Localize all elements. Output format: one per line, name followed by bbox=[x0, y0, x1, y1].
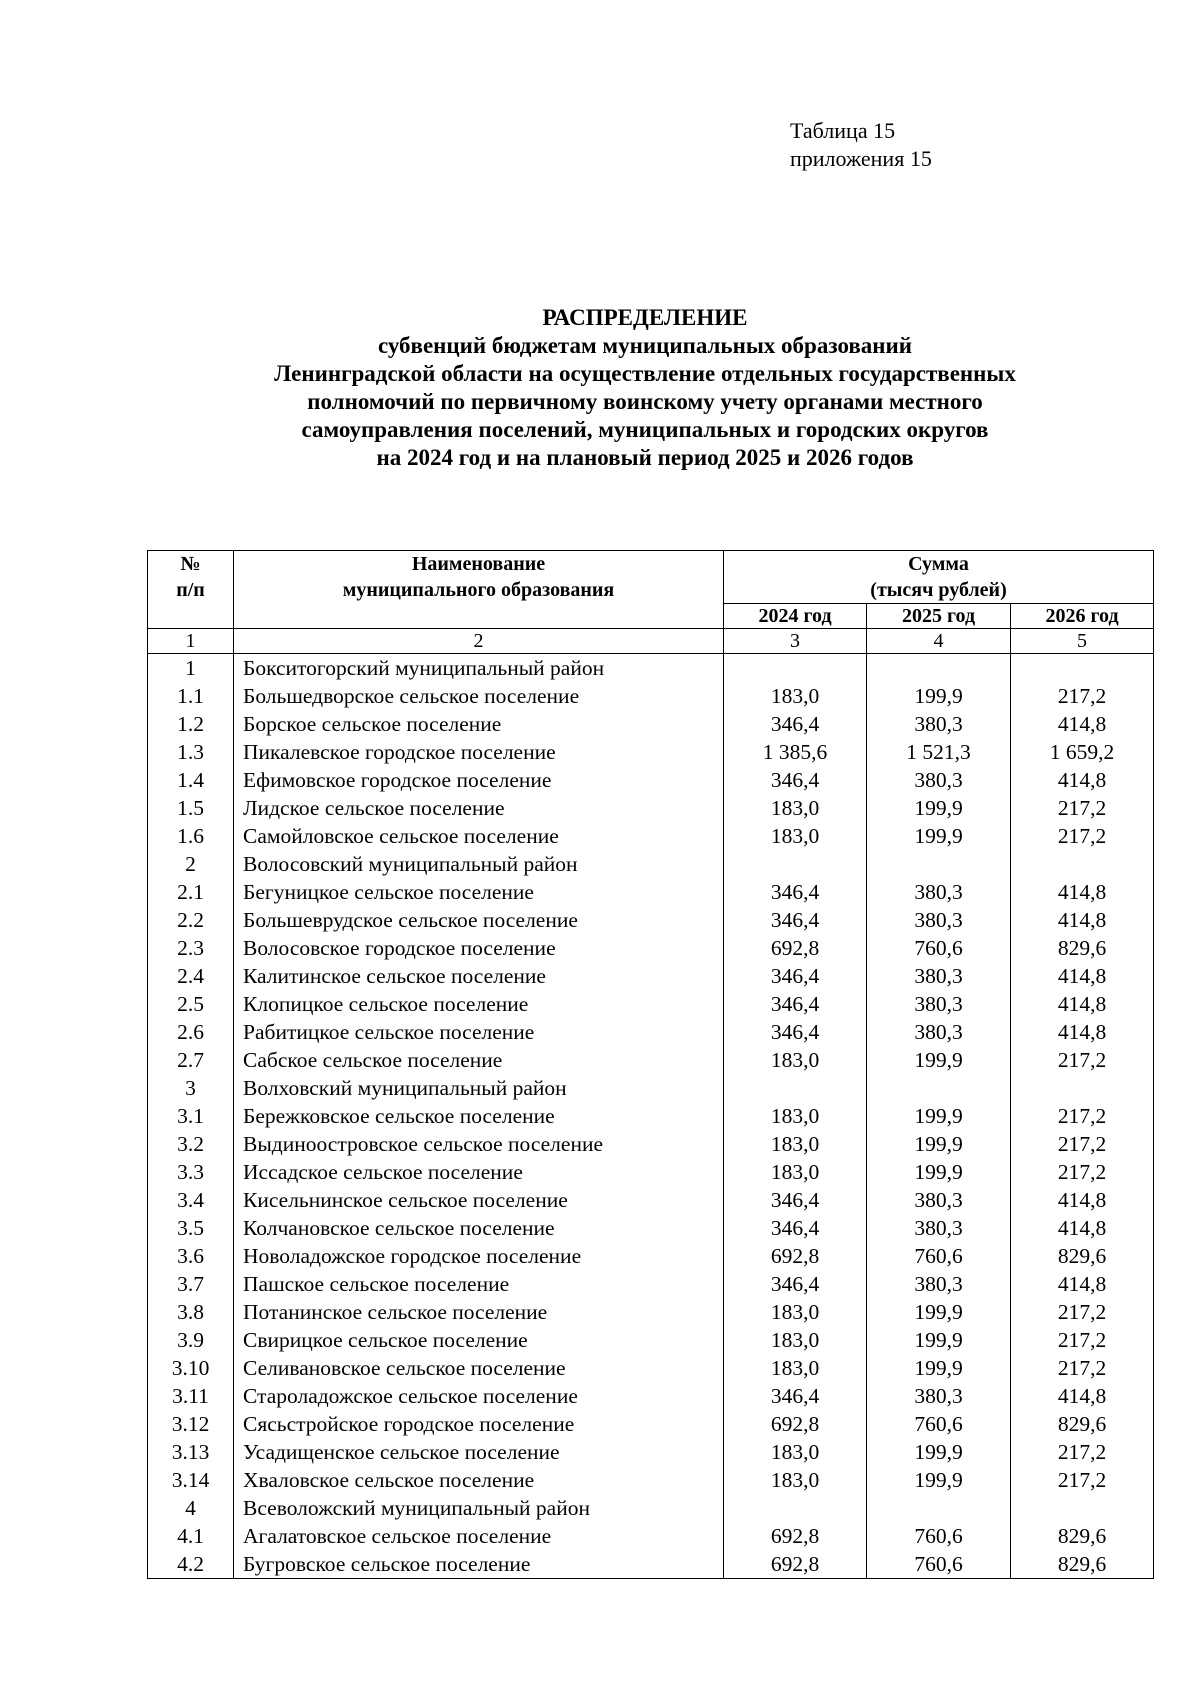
row-number: 3.3 bbox=[148, 1158, 234, 1186]
municipality-name: Староладожское сельское поселение bbox=[234, 1382, 724, 1410]
table-row bbox=[148, 1326, 1154, 1354]
municipality-name: Бегуницкое сельское поселение bbox=[234, 878, 724, 906]
table-row bbox=[148, 1550, 1154, 1579]
table-row bbox=[148, 1214, 1154, 1242]
table-row bbox=[148, 1270, 1154, 1298]
amount-2024: 183,0 bbox=[724, 794, 867, 822]
municipality-name: Большеврудское сельское поселение bbox=[234, 906, 724, 934]
amount-2024: 346,4 bbox=[724, 1214, 867, 1242]
row-number: 2.1 bbox=[148, 878, 234, 906]
amount-2025: 199,9 bbox=[867, 1158, 1011, 1186]
amount-2024: 346,4 bbox=[724, 990, 867, 1018]
table-row bbox=[148, 1018, 1154, 1046]
row-number: 1.2 bbox=[148, 710, 234, 738]
amount-2026: 414,8 bbox=[1011, 1186, 1154, 1214]
amount-2025: 380,3 bbox=[867, 1270, 1011, 1298]
amount-2025: 199,9 bbox=[867, 794, 1011, 822]
amount-2026: 217,2 bbox=[1011, 1354, 1154, 1382]
row-number: 1.3 bbox=[148, 738, 234, 766]
amount-2024: 346,4 bbox=[724, 766, 867, 794]
header-year-2026: 2026 год bbox=[1011, 604, 1154, 629]
row-number: 2.4 bbox=[148, 962, 234, 990]
amount-2024: 183,0 bbox=[724, 1438, 867, 1466]
municipality-name: Пашское сельское поселение bbox=[234, 1270, 724, 1298]
table-row bbox=[148, 1298, 1154, 1326]
amount-2024: 183,0 bbox=[724, 1466, 867, 1494]
row-number: 3.4 bbox=[148, 1186, 234, 1214]
amount-2025: 199,9 bbox=[867, 822, 1011, 850]
municipality-name: Новоладожское городское поселение bbox=[234, 1242, 724, 1270]
row-number: 3.8 bbox=[148, 1298, 234, 1326]
amount-2026: 217,2 bbox=[1011, 1158, 1154, 1186]
municipality-name: Всеволожский муниципальный район bbox=[234, 1494, 724, 1522]
municipality-name: Свирицкое сельское поселение bbox=[234, 1326, 724, 1354]
header-number: № п/п bbox=[148, 551, 234, 629]
amount-2025: 380,3 bbox=[867, 962, 1011, 990]
amount-2024 bbox=[724, 1494, 867, 1522]
row-number: 1.5 bbox=[148, 794, 234, 822]
municipality-name: Пикалевское городское поселение bbox=[234, 738, 724, 766]
amount-2024: 183,0 bbox=[724, 1326, 867, 1354]
row-number: 3.1 bbox=[148, 1102, 234, 1130]
amount-2025: 1 521,3 bbox=[867, 738, 1011, 766]
row-number: 1.6 bbox=[148, 822, 234, 850]
table-row bbox=[148, 794, 1154, 822]
amount-2026: 217,2 bbox=[1011, 1326, 1154, 1354]
amount-2025: 760,6 bbox=[867, 1242, 1011, 1270]
table-row bbox=[148, 990, 1154, 1018]
amount-2024 bbox=[724, 1074, 867, 1102]
row-number: 3.12 bbox=[148, 1410, 234, 1438]
row-number: 1.1 bbox=[148, 682, 234, 710]
amount-2024: 346,4 bbox=[724, 906, 867, 934]
row-number: 2.5 bbox=[148, 990, 234, 1018]
table-row bbox=[148, 1382, 1154, 1410]
amount-2026: 217,2 bbox=[1011, 1130, 1154, 1158]
table-row bbox=[148, 1410, 1154, 1438]
amount-2025 bbox=[867, 1074, 1011, 1102]
amount-2025: 760,6 bbox=[867, 1550, 1011, 1579]
municipality-name: Волосовское городское поселение bbox=[234, 934, 724, 962]
amount-2025: 199,9 bbox=[867, 1130, 1011, 1158]
column-number: 3 bbox=[724, 629, 867, 654]
title-line: полномочий по первичному воинскому учету органами местного bbox=[307, 389, 983, 414]
amount-2025: 380,3 bbox=[867, 1382, 1011, 1410]
municipality-name: Бугровское сельское поселение bbox=[234, 1550, 724, 1579]
amount-2025: 380,3 bbox=[867, 1214, 1011, 1242]
municipality-name: Лидское сельское поселение bbox=[234, 794, 724, 822]
municipality-name: Усадищенское сельское поселение bbox=[234, 1438, 724, 1466]
amount-2026: 217,2 bbox=[1011, 682, 1154, 710]
column-number: 5 bbox=[1011, 629, 1154, 654]
amount-2026 bbox=[1011, 850, 1154, 878]
column-number: 4 bbox=[867, 629, 1011, 654]
municipality-name: Выдиноостровское сельское поселение bbox=[234, 1130, 724, 1158]
amount-2025: 199,9 bbox=[867, 1102, 1011, 1130]
table-row bbox=[148, 1522, 1154, 1550]
table-row bbox=[148, 1466, 1154, 1494]
amount-2025: 380,3 bbox=[867, 710, 1011, 738]
amount-2026 bbox=[1011, 1074, 1154, 1102]
amount-2026: 217,2 bbox=[1011, 1298, 1154, 1326]
title-line: субвенций бюджетам муниципальных образований bbox=[377, 333, 913, 358]
document-title bbox=[140, 304, 1150, 472]
header-name: Наименование муниципального образования bbox=[234, 551, 724, 629]
header-sum: Сумма (тысяч рублей) bbox=[724, 551, 1154, 604]
amount-2025 bbox=[867, 1494, 1011, 1522]
row-number: 3.11 bbox=[148, 1382, 234, 1410]
table-row bbox=[148, 1074, 1154, 1102]
amount-2026: 414,8 bbox=[1011, 1382, 1154, 1410]
amount-2026: 414,8 bbox=[1011, 710, 1154, 738]
amount-2024: 183,0 bbox=[724, 1130, 867, 1158]
amount-2026: 414,8 bbox=[1011, 878, 1154, 906]
amount-2024: 183,0 bbox=[724, 1158, 867, 1186]
municipality-name: Борское сельское поселение bbox=[234, 710, 724, 738]
amount-2026: 217,2 bbox=[1011, 822, 1154, 850]
row-number: 3.13 bbox=[148, 1438, 234, 1466]
table-row bbox=[148, 1438, 1154, 1466]
amount-2026 bbox=[1011, 654, 1154, 683]
amount-2024: 692,8 bbox=[724, 1410, 867, 1438]
title-line: самоуправления поселений, муниципальных и городских округов bbox=[301, 417, 989, 442]
amount-2025: 199,9 bbox=[867, 1466, 1011, 1494]
amount-2025: 199,9 bbox=[867, 1354, 1011, 1382]
amount-2026: 829,6 bbox=[1011, 1550, 1154, 1579]
table-reference bbox=[790, 117, 932, 173]
municipality-name: Сясьстройское городское поселение bbox=[234, 1410, 724, 1438]
amount-2026 bbox=[1011, 1494, 1154, 1522]
municipality-name: Иссадское сельское поселение bbox=[234, 1158, 724, 1186]
table-row bbox=[148, 1186, 1154, 1214]
amount-2026: 414,8 bbox=[1011, 1018, 1154, 1046]
amount-2026: 217,2 bbox=[1011, 1046, 1154, 1074]
amount-2024: 183,0 bbox=[724, 822, 867, 850]
row-number: 3.14 bbox=[148, 1466, 234, 1494]
municipality-name: Большедворское сельское поселение bbox=[234, 682, 724, 710]
distribution-table bbox=[147, 550, 1154, 1579]
amount-2026: 414,8 bbox=[1011, 906, 1154, 934]
amount-2025: 199,9 bbox=[867, 1298, 1011, 1326]
amount-2024: 692,8 bbox=[724, 1242, 867, 1270]
municipality-name: Бережковское сельское поселение bbox=[234, 1102, 724, 1130]
amount-2024: 183,0 bbox=[724, 1046, 867, 1074]
amount-2025: 380,3 bbox=[867, 1018, 1011, 1046]
amount-2024: 346,4 bbox=[724, 962, 867, 990]
table-row bbox=[148, 906, 1154, 934]
municipality-name: Ефимовское городское поселение bbox=[234, 766, 724, 794]
amount-2024 bbox=[724, 850, 867, 878]
amount-2026: 414,8 bbox=[1011, 962, 1154, 990]
municipality-name: Колчановское сельское поселение bbox=[234, 1214, 724, 1242]
table-row bbox=[148, 850, 1154, 878]
title-line: РАСПРЕДЕЛЕНИЕ bbox=[542, 305, 748, 330]
municipality-name: Самойловское сельское поселение bbox=[234, 822, 724, 850]
amount-2025 bbox=[867, 654, 1011, 683]
amount-2024 bbox=[724, 654, 867, 683]
amount-2026: 829,6 bbox=[1011, 1242, 1154, 1270]
row-number: 1.4 bbox=[148, 766, 234, 794]
table-row bbox=[148, 1354, 1154, 1382]
row-number: 1 bbox=[148, 654, 234, 683]
table-row bbox=[148, 654, 1154, 683]
header-year-2025: 2025 год bbox=[867, 604, 1011, 629]
amount-2026: 414,8 bbox=[1011, 1270, 1154, 1298]
row-number: 3.10 bbox=[148, 1354, 234, 1382]
table-row bbox=[148, 822, 1154, 850]
table-row bbox=[148, 1046, 1154, 1074]
amount-2024: 183,0 bbox=[724, 1102, 867, 1130]
amount-2024: 346,4 bbox=[724, 1186, 867, 1214]
row-number: 3.7 bbox=[148, 1270, 234, 1298]
amount-2025: 380,3 bbox=[867, 766, 1011, 794]
amount-2026: 829,6 bbox=[1011, 1522, 1154, 1550]
municipality-name: Клопицкое сельское поселение bbox=[234, 990, 724, 1018]
appendix-number: приложения 15 bbox=[790, 146, 932, 171]
row-number: 3.2 bbox=[148, 1130, 234, 1158]
header-year-2024: 2024 год bbox=[724, 604, 867, 629]
amount-2024: 346,4 bbox=[724, 1382, 867, 1410]
table-row bbox=[148, 1130, 1154, 1158]
table-row bbox=[148, 1242, 1154, 1270]
table-row bbox=[148, 710, 1154, 738]
column-number: 1 bbox=[148, 629, 234, 654]
municipality-name: Волосовский муниципальный район bbox=[234, 850, 724, 878]
table-row bbox=[148, 962, 1154, 990]
amount-2024: 692,8 bbox=[724, 1522, 867, 1550]
table-row bbox=[148, 738, 1154, 766]
amount-2024: 692,8 bbox=[724, 1550, 867, 1579]
amount-2024: 346,4 bbox=[724, 878, 867, 906]
amount-2025: 199,9 bbox=[867, 1438, 1011, 1466]
municipality-name: Бокситогорский муниципальный район bbox=[234, 654, 724, 683]
amount-2024: 1 385,6 bbox=[724, 738, 867, 766]
title-line: на 2024 год и на плановый период 2025 и 2026 годов bbox=[376, 445, 914, 470]
amount-2026: 217,2 bbox=[1011, 1438, 1154, 1466]
table-row bbox=[148, 766, 1154, 794]
row-number: 2.2 bbox=[148, 906, 234, 934]
amount-2026: 217,2 bbox=[1011, 1466, 1154, 1494]
amount-2026: 829,6 bbox=[1011, 1410, 1154, 1438]
amount-2026: 414,8 bbox=[1011, 766, 1154, 794]
row-number: 2.6 bbox=[148, 1018, 234, 1046]
amount-2025: 760,6 bbox=[867, 1410, 1011, 1438]
municipality-name: Калитинское сельское поселение bbox=[234, 962, 724, 990]
amount-2025: 380,3 bbox=[867, 1186, 1011, 1214]
municipality-name: Сабское сельское поселение bbox=[234, 1046, 724, 1074]
amount-2025: 380,3 bbox=[867, 906, 1011, 934]
amount-2024: 346,4 bbox=[724, 1270, 867, 1298]
table-row bbox=[148, 1102, 1154, 1130]
amount-2025: 380,3 bbox=[867, 990, 1011, 1018]
amount-2025: 760,6 bbox=[867, 1522, 1011, 1550]
column-number: 2 bbox=[234, 629, 724, 654]
amount-2024: 346,4 bbox=[724, 710, 867, 738]
table-row bbox=[148, 1494, 1154, 1522]
row-number: 4 bbox=[148, 1494, 234, 1522]
row-number: 2.3 bbox=[148, 934, 234, 962]
row-number: 4.1 bbox=[148, 1522, 234, 1550]
amount-2025: 199,9 bbox=[867, 1046, 1011, 1074]
amount-2024: 183,0 bbox=[724, 682, 867, 710]
amount-2026: 414,8 bbox=[1011, 990, 1154, 1018]
column-number-row bbox=[148, 629, 1154, 654]
table-row bbox=[148, 1158, 1154, 1186]
amount-2026: 1 659,2 bbox=[1011, 738, 1154, 766]
row-number: 3.5 bbox=[148, 1214, 234, 1242]
table-row bbox=[148, 682, 1154, 710]
amount-2025: 380,3 bbox=[867, 878, 1011, 906]
row-number: 4.2 bbox=[148, 1550, 234, 1579]
amount-2026: 829,6 bbox=[1011, 934, 1154, 962]
municipality-name: Кисельнинское сельское поселение bbox=[234, 1186, 724, 1214]
municipality-name: Селивановское сельское поселение bbox=[234, 1354, 724, 1382]
row-number: 3.6 bbox=[148, 1242, 234, 1270]
row-number: 3.9 bbox=[148, 1326, 234, 1354]
table-row bbox=[148, 878, 1154, 906]
amount-2024: 183,0 bbox=[724, 1354, 867, 1382]
municipality-name: Рабитицкое сельское поселение bbox=[234, 1018, 724, 1046]
amount-2024: 346,4 bbox=[724, 1018, 867, 1046]
table-row bbox=[148, 934, 1154, 962]
amount-2025 bbox=[867, 850, 1011, 878]
municipality-name: Потанинское сельское поселение bbox=[234, 1298, 724, 1326]
amount-2025: 199,9 bbox=[867, 1326, 1011, 1354]
municipality-name: Агалатовское сельское поселение bbox=[234, 1522, 724, 1550]
municipality-name: Волховский муниципальный район bbox=[234, 1074, 724, 1102]
amount-2026: 217,2 bbox=[1011, 794, 1154, 822]
amount-2024: 183,0 bbox=[724, 1298, 867, 1326]
amount-2025: 760,6 bbox=[867, 934, 1011, 962]
title-line: Ленинградской области на осуществление отдельных государственных bbox=[274, 361, 1016, 386]
row-number: 3 bbox=[148, 1074, 234, 1102]
amount-2024: 692,8 bbox=[724, 934, 867, 962]
row-number: 2.7 bbox=[148, 1046, 234, 1074]
municipality-name: Хваловское сельское поселение bbox=[234, 1466, 724, 1494]
table-number: Таблица 15 bbox=[790, 118, 896, 143]
row-number: 2 bbox=[148, 850, 234, 878]
amount-2026: 414,8 bbox=[1011, 1214, 1154, 1242]
amount-2025: 199,9 bbox=[867, 682, 1011, 710]
amount-2026: 217,2 bbox=[1011, 1102, 1154, 1130]
table-body bbox=[148, 654, 1154, 1579]
